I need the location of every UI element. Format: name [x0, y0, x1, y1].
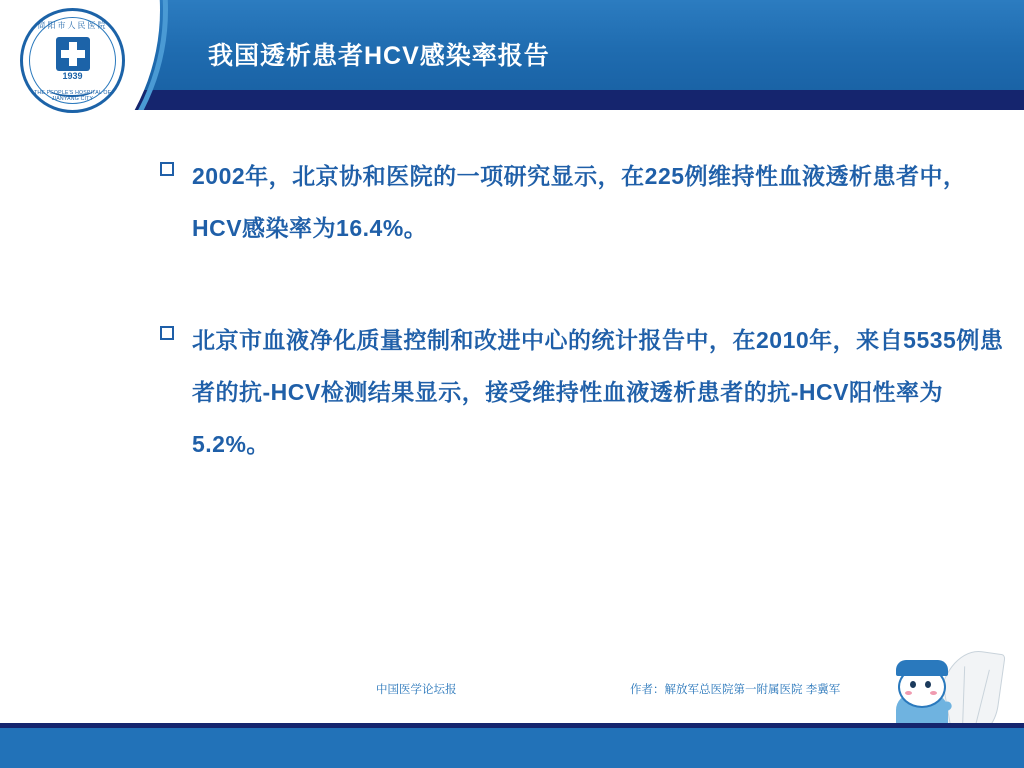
logo-year: 1939: [62, 71, 83, 81]
mascot-eye-left: [910, 681, 916, 688]
bullet-text-2: 北京市血液净化质量控制和改进中心的统计报告中，在2010年，来自5535例患者的抗-HCV检测结果显示，接受维持性血液透析患者的抗-HCV阳性率为5.2%。: [192, 327, 1004, 457]
slide-content: [160, 150, 1010, 510]
logo-bottom-text: THE PEOPLE'S HOSPITAL OF JIANYANG CITY: [34, 90, 111, 102]
list-item: [160, 150, 1010, 254]
list-item: [160, 314, 1010, 470]
square-outline-bullet-icon: [160, 326, 174, 340]
mascot-eye-right: [925, 681, 931, 688]
hospital-logo: [20, 8, 125, 113]
square-outline-bullet-icon: [160, 162, 174, 176]
mascot-cheek-right: [930, 691, 937, 695]
mascot-hat: [896, 660, 948, 676]
footer-source-label: 中国医学论坛报: [376, 684, 457, 696]
mascot-cheek-left: [905, 691, 912, 695]
footer-band: [0, 728, 1024, 768]
medical-cross-icon: [56, 37, 90, 71]
footer-author-label: 作者：解放军总医院第一附属医院 李冀军: [630, 684, 841, 696]
cross-horizontal: [61, 50, 85, 58]
bullet-text-1: 2002年，北京协和医院的一项研究显示，在225例维持性血液透析患者中，HCV感染率为16.4%。: [192, 163, 967, 241]
logo-top-text: 简阳市人民医院: [37, 21, 108, 30]
header-accent-bar: [0, 90, 1024, 110]
page-title: 我国透析患者HCV感染率报告: [208, 42, 550, 70]
